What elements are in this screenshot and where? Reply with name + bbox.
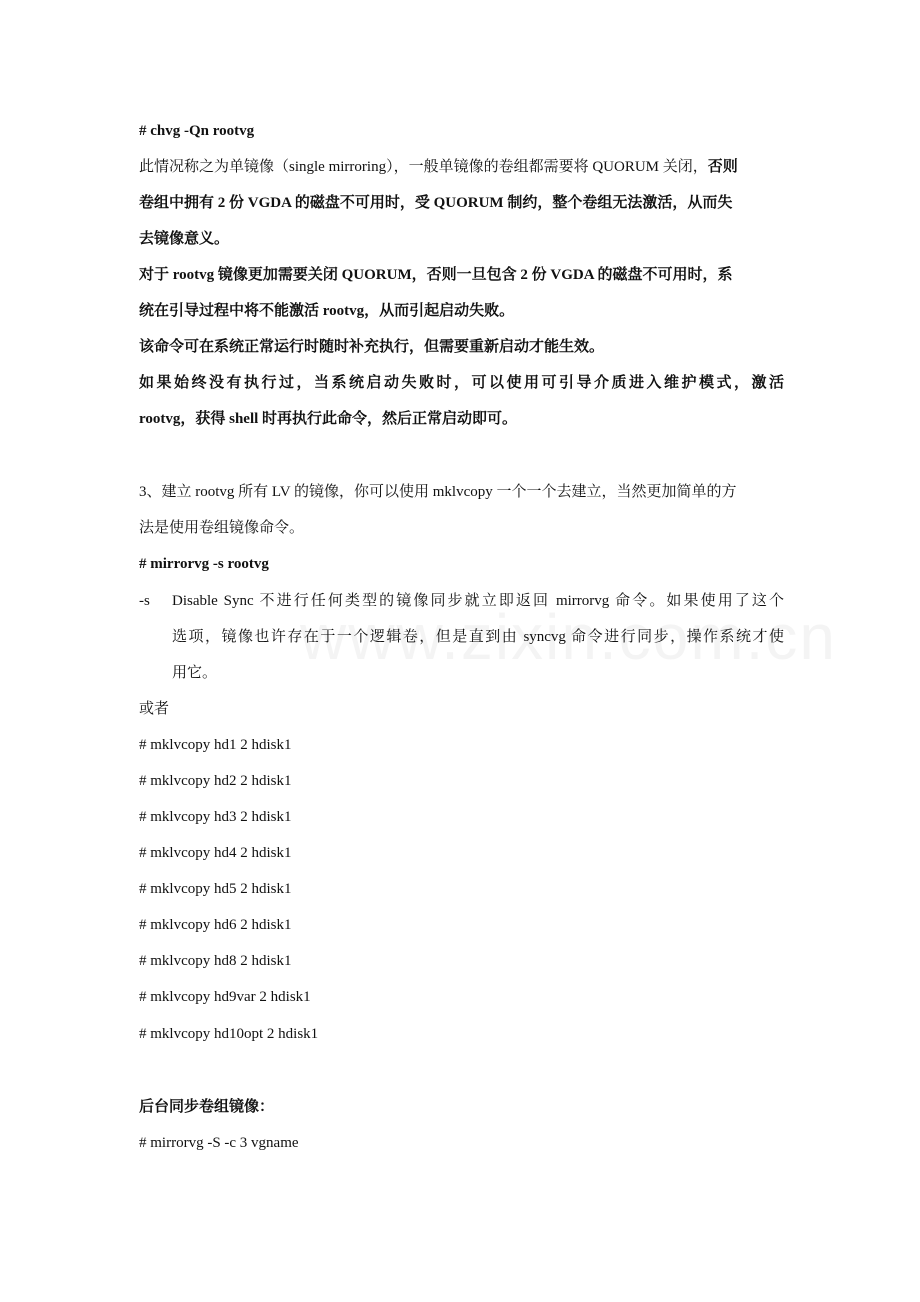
para1-line1-bold: 否则 bbox=[707, 159, 738, 175]
para3: 该命令可在系统正常运行时随时补充执行，但需要重新启动才能生效。 bbox=[139, 339, 605, 355]
mklvcopy-command: # mklvcopy hd8 2 hdisk1 bbox=[139, 953, 292, 969]
mklvcopy-command: # mklvcopy hd10opt 2 hdisk1 bbox=[139, 1026, 319, 1042]
option-flag: -s bbox=[139, 593, 150, 609]
mklvcopy-command: # mklvcopy hd1 2 hdisk1 bbox=[139, 737, 292, 753]
mklvcopy-command: # mklvcopy hd4 2 hdisk1 bbox=[139, 845, 292, 861]
mklvcopy-command: # mklvcopy hd6 2 hdisk1 bbox=[139, 917, 292, 933]
para1-line2: 卷组中拥有 2 份 VGDA 的磁盘不可用时，受 QUORUM 制约，整个卷组无法激活，从而失 bbox=[139, 195, 733, 211]
para4-line1: 如果始终没有执行过，当系统启动失败时，可以使用可引导介质进入维护模式，激活 bbox=[139, 375, 784, 391]
mirrorvg-command: # mirrorvg -s rootvg bbox=[139, 556, 269, 572]
para4-line2: rootvg，获得 shell 时再执行此命令，然后正常启动即可。 bbox=[139, 411, 518, 427]
or-label: 或者 bbox=[139, 701, 170, 717]
background-sync-heading: 后台同步卷组镜像： bbox=[139, 1099, 275, 1115]
mklvcopy-command: # mklvcopy hd9var 2 hdisk1 bbox=[139, 989, 311, 1005]
mklvcopy-command: # mklvcopy hd5 2 hdisk1 bbox=[139, 881, 292, 897]
mklvcopy-command: # mklvcopy hd2 2 hdisk1 bbox=[139, 773, 292, 789]
para2-line1: 对于 rootvg 镜像更加需要关闭 QUORUM，否则一旦包含 2 份 VGDA 的磁盘不可用时，系 bbox=[139, 267, 733, 283]
mirror-intro-line2: 法是使用卷组镜像命令。 bbox=[139, 520, 305, 536]
background-sync-command: # mirrorvg -S -c 3 vgname bbox=[139, 1135, 299, 1151]
para1-line1-regular: 此情况称之为单镜像（single mirroring），一般单镜像的卷组都需要将 QUORUM 关闭， bbox=[139, 159, 708, 175]
option-desc-line1: Disable Sync 不进行任何类型的镜像同步就立即返回 mirrorvg 命令。如果使用了这个 bbox=[172, 593, 784, 609]
para1-line1 bbox=[139, 157, 738, 177]
option-desc-line3: 用它。 bbox=[172, 665, 218, 681]
mirror-intro-line1: 3、建立 rootvg 所有 LV 的镜像，你可以使用 mklvcopy 一个一个去建立，当然更加简单的方 bbox=[139, 484, 737, 500]
mklvcopy-command: # mklvcopy hd3 2 hdisk1 bbox=[139, 809, 292, 825]
option-desc-line2: 选项，镜像也许存在于一个逻辑卷，但是直到由 syncvg 命令进行同步，操作系统才使 bbox=[172, 629, 784, 645]
para2-line2: 统在引导过程中将不能激活 rootvg，从而引起启动失败。 bbox=[139, 303, 515, 319]
para1-line3: 去镜像意义。 bbox=[139, 231, 230, 247]
chvg-command: # chvg -Qn rootvg bbox=[139, 123, 255, 139]
